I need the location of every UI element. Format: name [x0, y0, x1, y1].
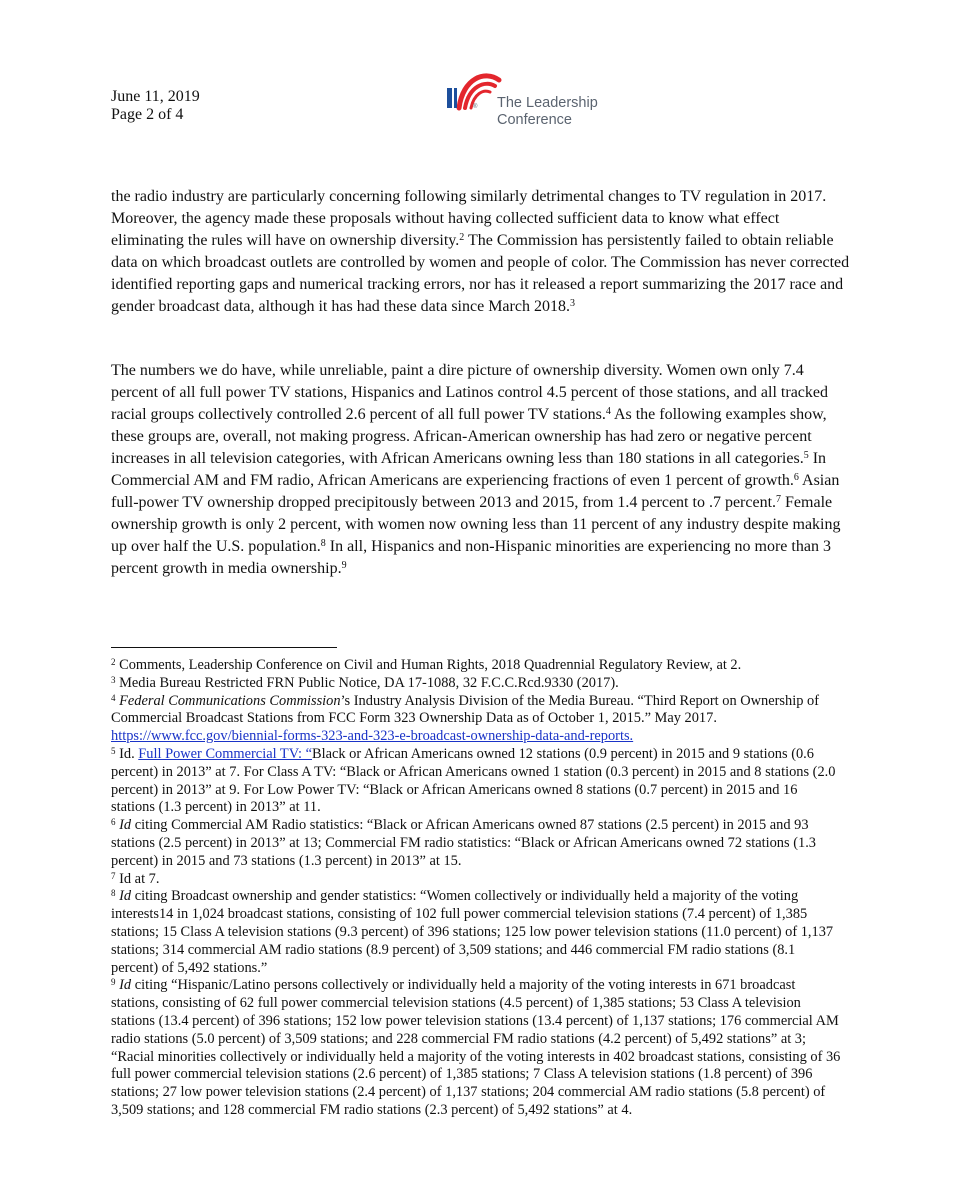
footnote-ref-4: 4: [605, 406, 611, 417]
p1-text-1: the radio industry are particularly concerning following similarly detrimental changes to TV regulation in 2017. Moreover, the agency made these proposals without having collected sufficient data to know what effect eliminating the rules will have on ownership diversity.: [111, 188, 827, 249]
p2-text-5: Female ownership growth is only 2 percent, with women now owning less than 11 percent of any industry despite making up over half the U.S. population.: [111, 494, 841, 555]
logo-text: [497, 95, 598, 129]
footnote-ref-6: 6: [793, 472, 799, 483]
fcc-ownership-report-link[interactable]: https://www.fcc.gov/biennial-forms-323-and-323-e-broadcast-ownership-data-and-reports.: [111, 728, 634, 745]
footnote-number: 2: [111, 657, 116, 667]
footnote-9: [111, 977, 841, 1119]
footnote-ref-8: 8: [320, 538, 326, 549]
footnote-text: Comments, Leadership Conference on Civil and Human Rights, 2018 Quadrennial Regulatory Review, at 2.: [115, 657, 742, 673]
footnote-text: citing Broadcast ownership and gender statistics: “Women collectively or individually held a majority of the voting interests14 in 1,024 broadcast stations, consisting of 102 full power commercial television stations (7.4 percent) of 1,385 stations; 15 Class A television stations (9.3 percent) of 396 stations; 125 low power television stations (11.0 percent) of 1,137 stations; 314 commercial AM radio stations (8.9 percent) of 3,509 stations; and 446 commercial FM radio stations (8.1 percent) of 5,492 stations.”: [111, 888, 834, 976]
footnote-divider: [111, 647, 337, 648]
footnote-ref-3: 3: [569, 298, 575, 309]
footnote-text: Media Bureau Restricted FRN Public Notice, DA 17-1088, 32 F.C.C.Rcd.9330 (2017).: [115, 674, 619, 691]
full-power-commercial-tv-link[interactable]: Full Power Commercial TV: “: [138, 745, 313, 762]
footnote-text: citing “Hispanic/Latino persons collectively or individually held a majority of the voting interests in 671 broadcast stations, consisting of 62 full power commercial television stations (4.5 percent) of 1,385 stations; 53 Class A television stations (13.4 percent) of 396 stations; 152 low power television stations (13.4 percent) of 1,137 stations; 176 commercial AM radio stations (5.0 percent) of 3,509 stations; and 228 commercial FM radio stations (4.2 percent) of 5,492 stations” at 3; “Racial minorities collectively or individually held a majority of the voting interests in 402 broadcast stations, consisting of 36 full power commercial television stations (2.6 percent) of 1,385 stations; 7 Class A television stations (1.8 percent) of 396 stations; 27 low power television stations (2.4 percent) of 1,137 stations; 204 commercial AM radio stations (5.8 percent) of 3,509 stations; and 128 commercial FM radio stations (2.3 percent) of 5,492 stations” at 4.: [111, 977, 841, 1118]
footnote-italic: Id: [119, 817, 132, 834]
footnote-number: 9: [111, 977, 116, 988]
footnote-text: Id at 7.: [115, 870, 160, 887]
footnote-6: [111, 817, 841, 870]
footnote-7: [111, 871, 841, 889]
p2-text-3: In Commercial AM and FM radio, African Americans are experiencing fractions of even 1 percent of growth.: [111, 450, 827, 489]
footnote-italic: Federal Communications Commission: [119, 692, 341, 709]
footnote-prefix: Id.: [115, 745, 139, 762]
footnote-ref-5: 5: [803, 450, 809, 461]
footnote-italic: Id: [119, 888, 132, 905]
footnote-italic: Id: [119, 977, 132, 994]
paragraph-1: [111, 186, 851, 318]
p2-text-2: As the following examples show, these groups are, overall, not making progress. African-American ownership has had zero or negative percent increases in all television categories, with African Americans owning less than 180 stations in all categories.: [111, 406, 827, 467]
p2-text-1: The numbers we do have, while unreliable, paint a dire picture of ownership diversity. Women own only 7.4 percent of all full power TV stations, Hispanics and Latinos control 4.5 percent of those stations, and all tracked racial groups collectively controlled 2.6 percent of all full power TV stations.: [111, 362, 828, 423]
p1-text-2: The Commission has persistently failed to obtain reliable data on which broadcast outlets are controlled by women and people of color. The Commission has never corrected identified reporting gaps and numerical tracking errors, nor has it released a report summarizing the 2017 race and gender broadcast data, although it has had these data since March 2018.: [111, 232, 850, 315]
p2-text-6: In all, Hispanics and non-Hispanic minorities are experiencing no more than 3 percent growth in media ownership.: [111, 538, 831, 577]
footnote-4: [111, 693, 841, 746]
footnote-ref-7: 7: [776, 494, 782, 505]
logo-mark-icon: [445, 68, 505, 118]
footnote-ref-9: 9: [341, 560, 347, 571]
footnote-number: 6: [111, 817, 116, 828]
footnote-ref-2: 2: [459, 232, 465, 243]
leadership-conference-logo: [445, 68, 605, 130]
footnote-text: citing Commercial AM Radio statistics: “Black or African Americans owned 87 stations (2.5 percent) in 2015 and 93 stations (2.5 percent) in 2013” at 13; Commercial FM radio statistics: “Black or African Americans owned 72 stations (1.3 percent) in 2015 and 73 stations (1.3 percent) in 2013” at 15.: [111, 817, 816, 869]
p2-text-4: Asian full-power TV ownership dropped precipitously between 2013 and 2015, from 1.4 percent to .7 percent.: [111, 472, 840, 511]
logo-text-line1: The Leadership: [497, 95, 598, 111]
footnote-3: [111, 675, 841, 693]
page-number: Page 2 of 4: [111, 106, 184, 123]
footnote-2: [111, 657, 841, 675]
logo-text-line2: Conference: [497, 112, 572, 128]
logo-blue-bar-left: [447, 88, 452, 108]
footnote-number: 3: [111, 674, 116, 685]
footnote-number: 7: [111, 870, 116, 881]
footnote-number: 4: [111, 692, 116, 703]
footnote-5: [111, 746, 841, 817]
footnote-text: Black or African Americans owned 12 stations (0.9 percent) in 2015 and 9 stations (0.6 percent) in 2013” at 7. For Class A TV: “Black or African Americans owned 1 station (0.3 percent) in 2015 and 8 stations (2.0 percent) in 2013” at 9. For Low Power TV: “Black or African Americans owned 8 stations (0.7 percent) in 2015 and 16 stations (1.3 percent) in 2013” at 11.: [111, 745, 836, 816]
logo-red-arc-inner: [465, 84, 495, 108]
footnote-number: 5: [111, 745, 116, 756]
footnote-number: 8: [111, 888, 116, 899]
logo-registered-mark: ®: [473, 104, 478, 110]
footnotes: [111, 657, 841, 1120]
footnote-text: ’s Industry Analysis Division of the Media Bureau. “Third Report on Ownership of Commercial Broadcast Stations from FCC Form 323 Ownership Data as of October 1, 2015.” May 2017.: [111, 692, 819, 727]
logo-blue-bar-right: [454, 88, 457, 108]
paragraph-2: [111, 360, 851, 580]
letter-header: [111, 88, 200, 124]
letter-date: June 11, 2019: [111, 88, 200, 105]
footnote-8: [111, 888, 841, 977]
